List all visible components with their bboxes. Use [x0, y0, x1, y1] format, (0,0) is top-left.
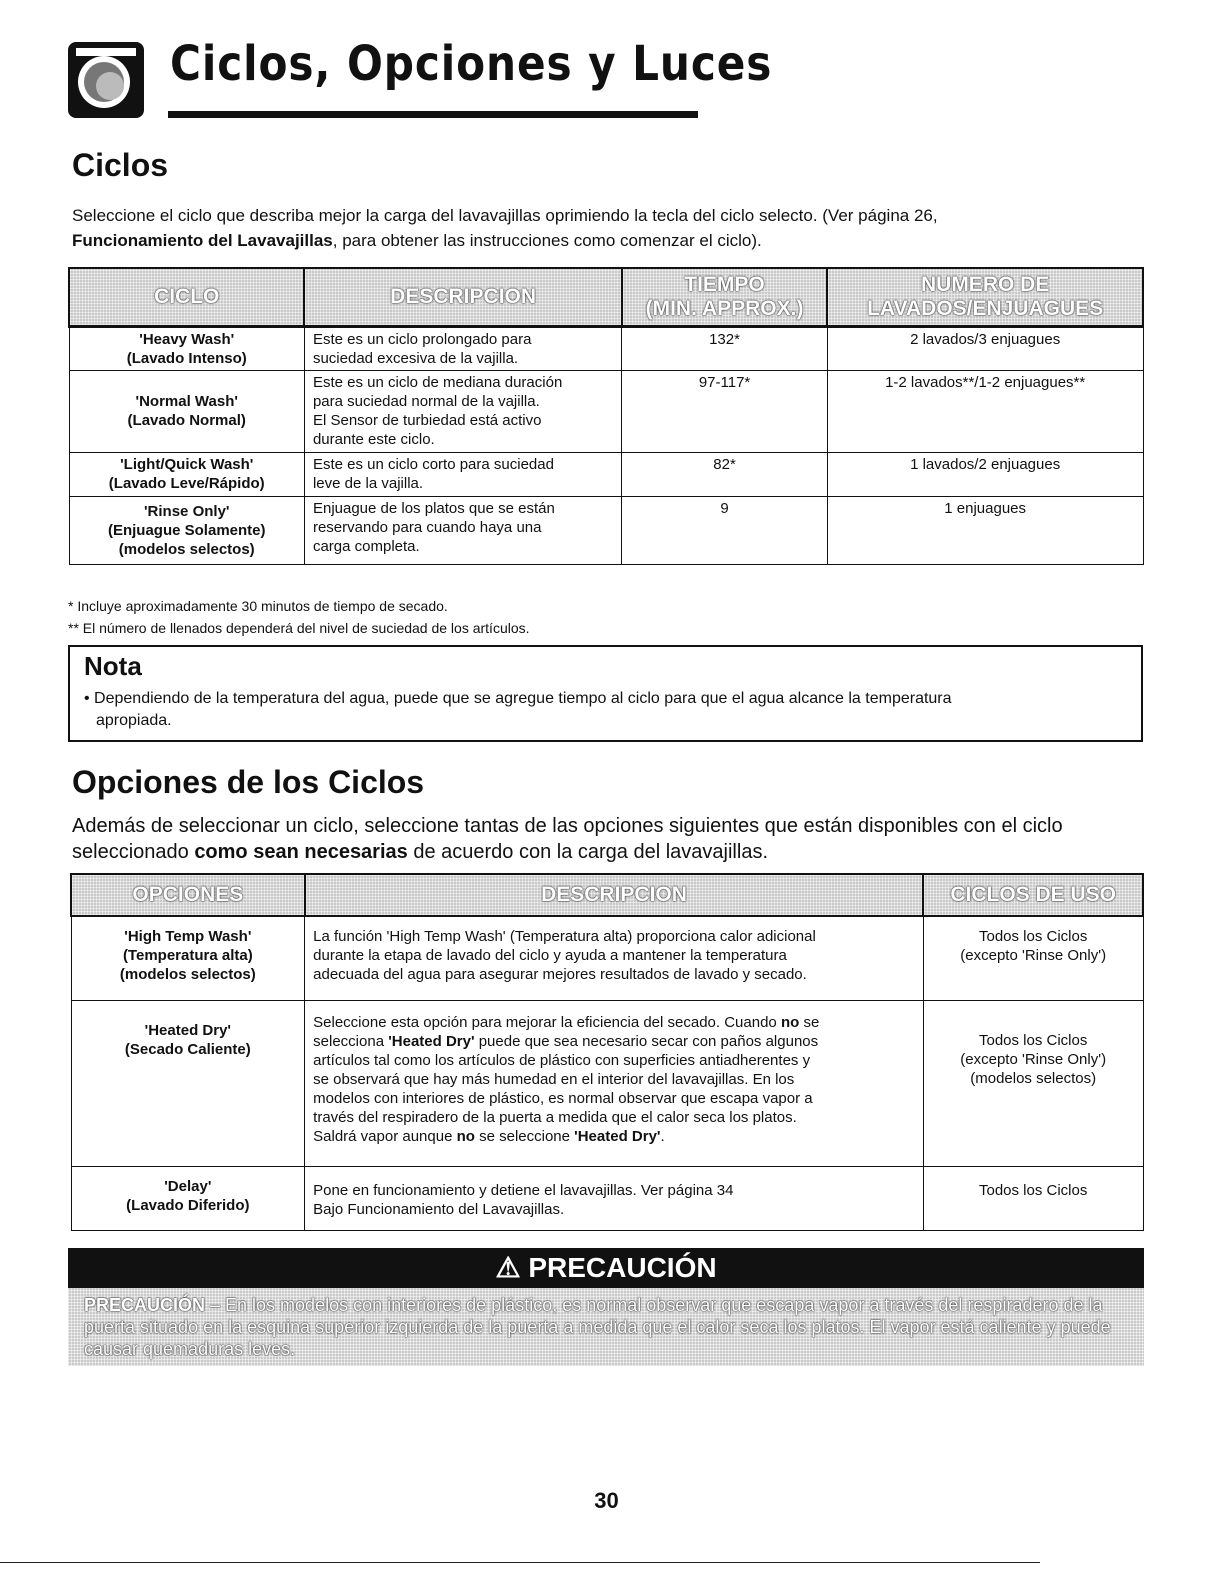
warning-icon: ⚠	[495, 1252, 521, 1283]
col-header-descripcion: DESCRIPCION	[304, 268, 621, 326]
footnote: * Incluye aproximadamente 30 minutos de tiempo de secado.	[68, 598, 448, 614]
table-row: 'Normal Wash' (Lavado Normal) Este es un ciclo de mediana duración para suciedad normal de la vajilla. El Sensor de turbiedad está activo durante este ciclo. 97-117* 1-2 lavados**/1-2 enjuagues**	[69, 370, 1143, 452]
note-text: • Dependiendo de la temperatura del agua, puede que se agregue tiempo al ciclo para que el agua alcance la temperatura apropiada.	[84, 690, 952, 729]
table-row: 'Delay' (Lavado Diferido) Pone en funcionamiento y detiene el lavavajillas. Ver página 34 Bajo Funcionamiento del Lavavajillas. Todos los Ciclos	[71, 1166, 1143, 1230]
caution-banner	[68, 1248, 1144, 1288]
table-row: 'High Temp Wash' (Temperatura alta) (modelos selectos) La función 'High Temp Wash' (Temperatura alta) proporciona calor adicional durante la etapa de lavado del ciclo y ayuda a mantener la temperatura adecuada del agua para asegurar mejores resultados de lavado y secado. Todos los Ciclos (excepto 'Rinse Only')	[71, 916, 1143, 1000]
note-heading: Nota	[84, 651, 142, 681]
opciones-intro: Además de seleccionar un ciclo, seleccione tantas de las opciones siguientes que están disponibles con el ciclo seleccionado como sean necesarias de acuerdo con la carga del lavavajillas.	[72, 815, 1063, 863]
note-box	[68, 645, 1143, 742]
caution-title: PRECAUCIÓN	[528, 1252, 717, 1283]
caution-text: PRECAUCIÓN – En los modelos con interiores de plástico, es normal observar que escapa vapor a través del respiradero de la puerta situado en la esquina superior izquierda de la puerta a medida que el calor seca los platos. El vapor está caliente y puede causar quemaduras leves.	[84, 1295, 1111, 1359]
table-row: 'Light/Quick Wash' (Lavado Leve/Rápido) Este es un ciclo corto para suciedad leve de la vajilla. 82* 1 lavados/2 enjuagues	[69, 452, 1143, 496]
page-number: 30	[594, 1488, 619, 1513]
col-header-opciones: OPCIONES	[71, 874, 305, 916]
col-header-numero: NUMERO DE LAVADOS/ENJUAGUES	[827, 268, 1143, 326]
title-underline	[168, 111, 698, 118]
cycles-table	[68, 267, 1144, 565]
caution-body	[68, 1288, 1144, 1366]
page-title: Ciclos, Opciones y Luces	[170, 36, 773, 92]
col-header-descripcion: DESCRIPCION	[305, 874, 924, 916]
footnote: ** El número de llenados dependerá del nivel de suciedad de los artículos.	[68, 620, 530, 636]
table-row: 'Heated Dry' (Secado Caliente) Seleccione esta opción para mejorar la eficiencia del secado. Cuando no se selecciona 'Heated Dry' puede que sea necesario secar con paños algunos artículos tal como los artículos de plástico con superficies antiadherentes y se observará que hay más humedad en el interior del lavavajillas. En los modelos con interiores de plástico, es normal observar que escapa vapor a través del respiradero de la puerta a medida que el calor seca los platos. Saldrá vapor aunque no se seleccione 'Heated Dry'. Todos los Ciclos (excepto 'Rinse Only') (modelos selectos)	[71, 1000, 1143, 1166]
col-header-ciclos-uso: CICLOS DE USO	[923, 874, 1143, 916]
ciclos-intro: Seleccione el ciclo que describa mejor la carga del lavavajillas oprimiendo la tecla del ciclo selecto. (Ver página 26, Funcionamiento del Lavavajillas, para obtener las instrucciones como comenzar el ciclo).	[72, 206, 938, 250]
options-table	[70, 873, 1144, 1231]
opciones-heading: Opciones de los Ciclos	[72, 764, 425, 800]
table-row: 'Rinse Only' (Enjuague Solamente) (modelos selectos) Enjuague de los platos que se están reservando para cuando haya una carga completa. 9 1 enjuagues	[69, 496, 1143, 564]
ciclos-heading: Ciclos	[72, 147, 169, 183]
col-header-tiempo: TIEMPO (MIN. APPROX.)	[622, 268, 828, 326]
table-row: 'Heavy Wash' (Lavado Intenso) Este es un ciclo prolongado para suciedad excesiva de la vajilla. 132* 2 lavados/3 enjuagues	[69, 326, 1143, 370]
col-header-ciclo: CICLO	[69, 268, 304, 326]
divider	[0, 1562, 1040, 1563]
dishwasher-icon	[66, 40, 146, 120]
